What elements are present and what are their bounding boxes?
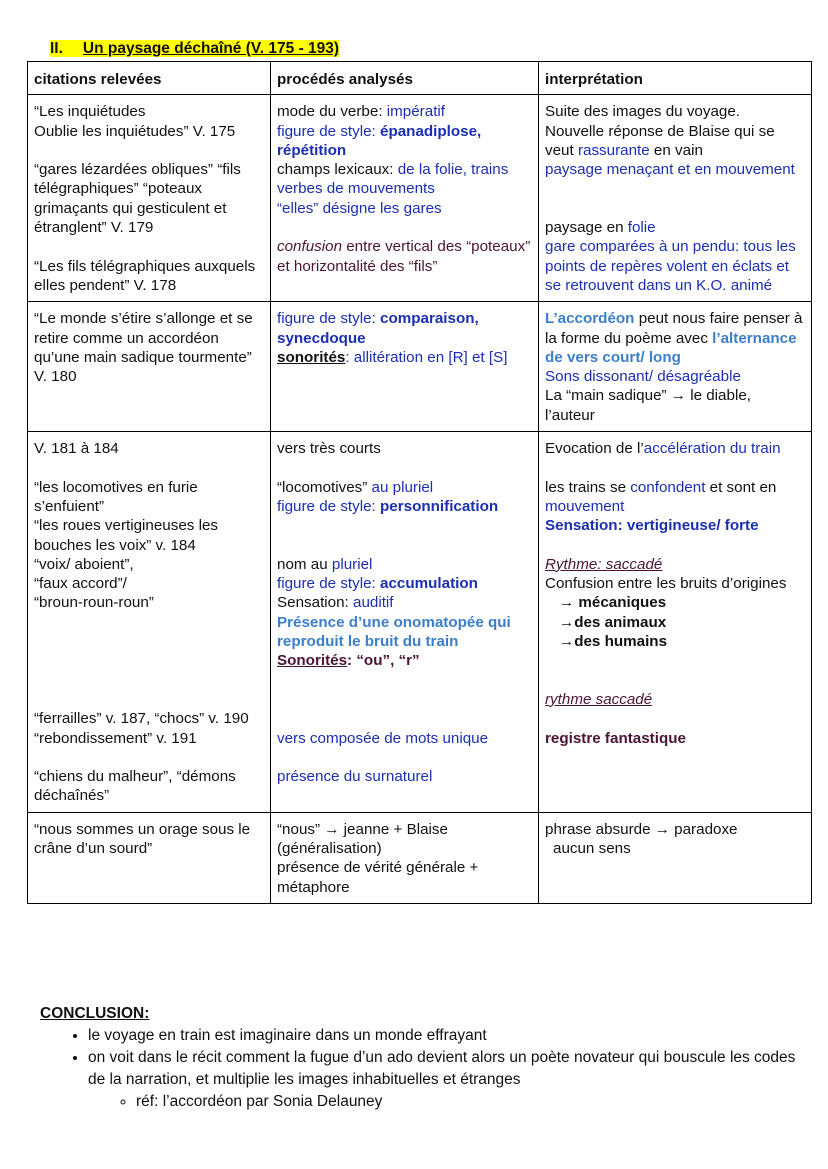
procede: “locomotives” au pluriel xyxy=(277,478,434,496)
procede: vers composée de mots unique xyxy=(277,729,489,747)
procede: Sensation: auditif xyxy=(277,594,394,612)
analysis-table xyxy=(27,61,812,904)
interpretation: paysage menaçant et en mouvement xyxy=(545,161,795,179)
interpretation: Sons dissonant/ désagréable xyxy=(545,368,741,386)
citation: V. 181 à 184 xyxy=(34,440,119,458)
section-number: II. xyxy=(50,40,63,57)
table-row xyxy=(28,812,812,903)
interpretation: paysage en folie xyxy=(545,219,656,237)
citation: “les locomotives en furie s’enfuient” “les roues vertigineuses les bouches les voix” v. 184 “voix/ aboient”, “faux accord”/ “broun-roun-roun” xyxy=(34,478,219,612)
conclusion-list xyxy=(40,1025,810,1113)
interpretation: Suite des images du voyage. Nouvelle réponse de Blaise qui se veut rassurante en vain xyxy=(545,103,775,159)
list-item: • le voyage en train est imaginaire dans un monde effrayant xyxy=(88,1025,810,1047)
table-row xyxy=(28,432,812,813)
procede: “nous” → jeanne + Blaise (généralisation) présence de vérité générale + métaphore xyxy=(277,820,479,896)
interpretation: → mécaniques xyxy=(559,594,667,612)
citation: “Le monde s’étire s’allonge et se retire comme un accordéon qu’une main sadique tourmente” V. 180 xyxy=(34,310,253,386)
procede: vers très courts xyxy=(277,440,381,458)
interpretation: rythme saccadé xyxy=(545,690,653,708)
interpretation: Sensation: vertigineuse/ forte xyxy=(545,517,759,535)
section-heading xyxy=(50,40,339,58)
table-row xyxy=(28,95,812,302)
procede: champs lexicaux: de la folie, trains verbes de mouvements xyxy=(277,161,509,198)
conclusion-section xyxy=(40,1003,810,1113)
interpretation-cell xyxy=(539,302,812,432)
interpretation: phrase absurde → paradoxe xyxy=(545,820,738,838)
interpretation: L’accordéon peut nous faire penser à la forme du poème avec l’alternance de vers court/ long xyxy=(545,310,803,366)
header-interpretation: interprétation xyxy=(539,62,812,95)
table-header-row xyxy=(28,62,812,95)
header-citations: citations relevées xyxy=(28,62,271,95)
interpretation: registre fantastique xyxy=(545,729,686,747)
interpretation: →des animaux xyxy=(559,613,667,631)
interpretation-cell xyxy=(539,812,812,903)
list-item: ◦ réf: l’accordéon par Sonia Delauney xyxy=(136,1091,810,1113)
procedes-cell xyxy=(271,432,539,813)
procedes-cell xyxy=(271,302,539,432)
list-item: • on voit dans le récit comment la fugue d’un ado devient alors un poète novateur qui bouscule les codes de la narration, et multiplie les images inhabituelles et étranges ◦ réf: l’accordéon par Sonia Delauney xyxy=(88,1047,810,1113)
interpretation: La “main sadique” → le diable, l’auteur xyxy=(545,387,751,424)
interpretation: les trains se confondent et sont en mouvement xyxy=(545,478,777,515)
citations-cell xyxy=(28,302,271,432)
procedes-cell xyxy=(271,95,539,302)
procede: figure de style: épanadiplose, répétition xyxy=(277,122,482,159)
citation: “gares lézardées obliques” “fils télégraphiques” “poteaux grimaçants qui gesticulent et étranglent” V. 179 xyxy=(34,161,241,237)
interpretation: Confusion entre les bruits d’origines xyxy=(545,575,787,593)
interpretation: Rythme: saccadé xyxy=(545,555,663,573)
procede: Présence d’une onomatopée qui reproduit le bruit du train xyxy=(277,613,511,651)
procede: “elles” désigne les gares xyxy=(277,199,442,217)
interpretation: Evocation de l’accélération du train xyxy=(545,440,781,458)
procede: figure de style: accumulation xyxy=(277,575,478,593)
procede: sonorités: allitération en [R] et [S] xyxy=(277,348,508,366)
section-title: Un paysage déchaîné (V. 175 - 193) xyxy=(82,40,340,57)
interpretation: →des humains xyxy=(559,633,668,651)
citation: “ferrailles” v. 187, “chocs” v. 190 “rebondissement” v. 191 xyxy=(34,710,249,747)
citations-cell xyxy=(28,95,271,302)
header-procedes: procédés analysés xyxy=(271,62,539,95)
citation: “Les fils télégraphiques auxquels elles pendent” V. 178 xyxy=(34,257,256,294)
procede: figure de style: personnification xyxy=(277,497,499,515)
citation: “nous sommes un orage sous le crâne d’un sourd” xyxy=(34,820,251,857)
interpretation: aucun sens xyxy=(553,839,631,857)
table-row xyxy=(28,302,812,432)
procede: présence du surnaturel xyxy=(277,768,433,786)
citation: “chiens du malheur”, “démons déchaînés” xyxy=(34,768,236,805)
procede: figure de style: comparaison, synecdoque xyxy=(277,310,479,347)
procede: mode du verbe: impératif xyxy=(277,103,446,121)
citation: “Les inquiétudes Oublie les inquiétudes” V. 175 xyxy=(34,103,236,140)
procede: confusion entre vertical des “poteaux” et horizontalité des “fils” xyxy=(277,238,531,275)
interpretation-cell xyxy=(539,432,812,813)
conclusion-title: CONCLUSION: xyxy=(40,1005,150,1022)
citations-cell xyxy=(28,432,271,813)
procede: Sonorités: “ou”, “r” xyxy=(277,652,420,670)
procedes-cell xyxy=(271,812,539,903)
interpretation: gare comparées à un pendu: tous les points de repères volent en éclats et se retrouvent dans un K.O. animé xyxy=(545,238,796,294)
interpretation-cell xyxy=(539,95,812,302)
procede: nom au pluriel xyxy=(277,555,373,573)
citations-cell xyxy=(28,812,271,903)
